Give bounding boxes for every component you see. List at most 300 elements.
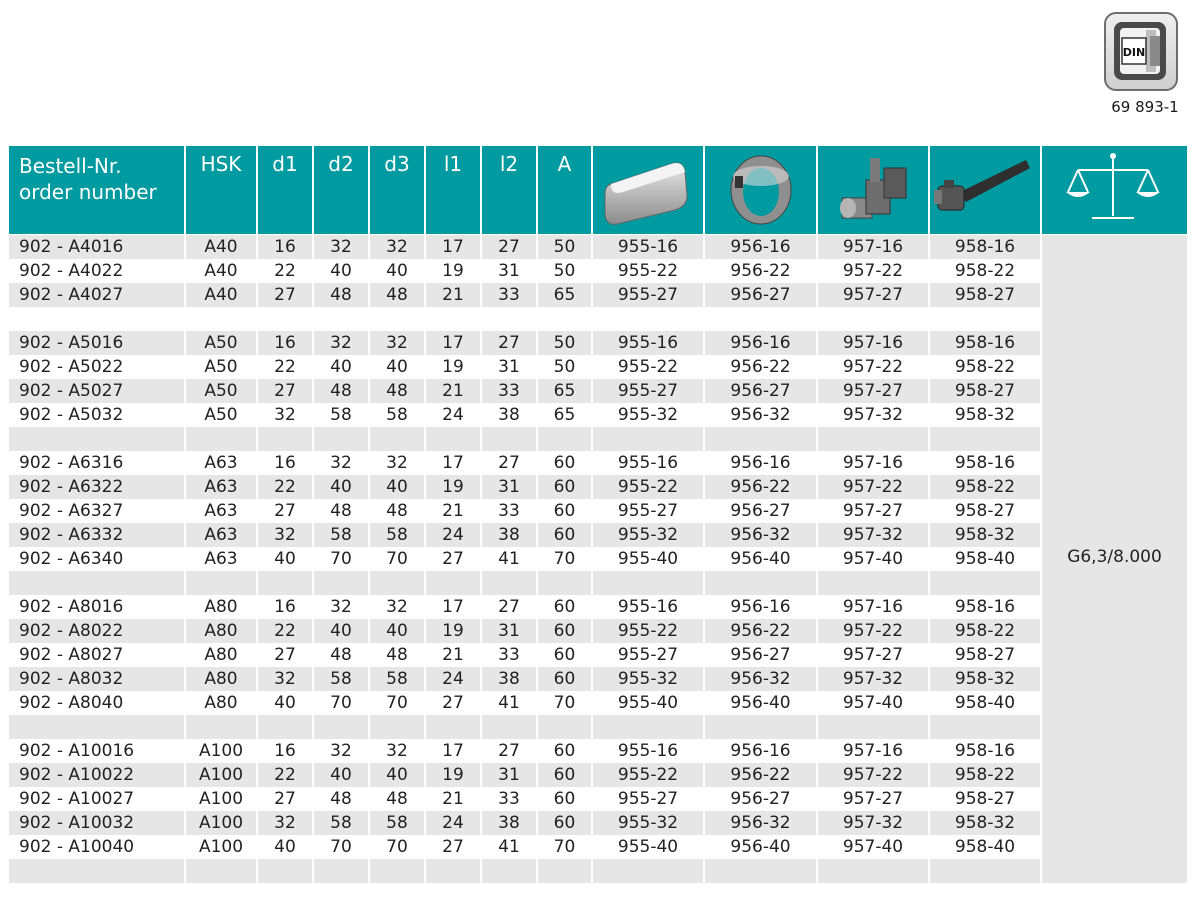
cell-order-number: 902 - A4027 — [9, 283, 184, 307]
header-d2: d2 — [314, 146, 368, 234]
cell-a: 60 — [538, 811, 591, 835]
spacer-cell — [370, 859, 424, 883]
cell-hsk: A80 — [186, 667, 256, 691]
spacer-cell — [370, 307, 424, 331]
spacer-cell — [705, 307, 816, 331]
cell-l1: 19 — [426, 763, 480, 787]
cell-d2: 70 — [330, 693, 352, 713]
cell-d2: 70 — [330, 549, 352, 569]
cell-d2: 58 — [314, 667, 368, 691]
cell-a: 50 — [538, 235, 591, 259]
cell-key-part: 955-27 — [617, 789, 679, 809]
cell-order-number: 902 - A6332 — [9, 523, 184, 547]
weight-value: G6,3/8.000 — [1067, 547, 1162, 567]
cell-hsk: A50 — [204, 357, 238, 377]
cell-hsk: A63 — [186, 523, 256, 547]
cell-key-part: 955-40 — [617, 549, 679, 569]
cell-d1: 32 — [258, 667, 312, 691]
cell-stud-part: 957-40 — [842, 837, 904, 857]
cell-wrench-part: 958-40 — [954, 693, 1016, 713]
cell-d2: 48 — [314, 379, 368, 403]
spacer-cell — [426, 859, 480, 883]
header-a: A — [538, 146, 591, 234]
cell-l2: 27 — [482, 331, 536, 355]
cell-ring-part: 956-27 — [730, 789, 791, 809]
cell-wrench-part: 958-27 — [954, 789, 1016, 809]
cell-key-part: 955-22 — [593, 475, 703, 499]
clamping-ring-icon — [705, 146, 817, 234]
spacer-cell — [258, 571, 312, 595]
cell-l1: 24 — [426, 667, 480, 691]
cell-d1: 16 — [274, 453, 296, 473]
cell-l1: 24 — [426, 811, 480, 835]
cell-key-part: 955-22 — [617, 357, 679, 377]
cell-hsk: A80 — [204, 597, 238, 617]
header-d1: d1 — [258, 146, 312, 234]
spacer-cell — [186, 859, 256, 883]
spacer-cell — [482, 307, 536, 331]
cell-d3: 70 — [386, 837, 408, 857]
cell-wrench-part: 958-27 — [930, 379, 1040, 403]
cell-order-number: 902 - A8016 — [19, 597, 124, 617]
cell-stud-part: 957-32 — [818, 523, 928, 547]
cell-a: 50 — [538, 331, 591, 355]
cell-d1: 32 — [274, 405, 296, 425]
cell-wrench-part: 958-32 — [930, 667, 1040, 691]
spacer-cell — [593, 427, 703, 451]
cell-d1: 22 — [274, 261, 296, 281]
cell-d3: 40 — [386, 261, 408, 281]
spacer-cell — [9, 307, 184, 331]
cell-d2: 32 — [314, 235, 368, 259]
cell-ring-part: 956-40 — [730, 693, 791, 713]
cell-wrench-part: 958-27 — [954, 645, 1016, 665]
spacer-cell — [482, 571, 536, 595]
spacer-cell — [705, 427, 816, 451]
cell-order-number: 902 - A8027 — [19, 645, 124, 665]
cell-d1: 22 — [258, 763, 312, 787]
cell-l1: 19 — [442, 357, 464, 377]
cell-d3: 48 — [386, 645, 408, 665]
cell-d3: 48 — [386, 789, 408, 809]
cell-stud-part: 957-22 — [842, 357, 904, 377]
cell-d2: 32 — [330, 597, 352, 617]
din-logo-text: DIN — [1122, 46, 1146, 59]
cell-d1: 32 — [258, 523, 312, 547]
cell-key-part: 955-16 — [593, 331, 703, 355]
cell-d3: 48 — [370, 283, 424, 307]
cell-d1: 40 — [274, 549, 296, 569]
scale-icon — [1042, 146, 1185, 234]
spacer-cell — [314, 307, 368, 331]
cell-key-part: 955-40 — [617, 693, 679, 713]
cell-l2: 38 — [482, 667, 536, 691]
cell-l2: 33 — [482, 379, 536, 403]
cell-a: 60 — [553, 597, 576, 617]
cell-d2: 40 — [314, 475, 368, 499]
cell-wrench-part: 958-27 — [930, 283, 1040, 307]
spacer-cell — [186, 427, 256, 451]
cell-hsk: A100 — [186, 811, 256, 835]
cell-hsk: A100 — [198, 789, 244, 809]
cell-key-part: 955-22 — [593, 619, 703, 643]
cell-d3: 32 — [386, 597, 408, 617]
cell-stud-part: 957-22 — [818, 763, 928, 787]
cell-a: 60 — [538, 523, 591, 547]
cell-l2: 31 — [482, 763, 536, 787]
cell-key-part: 955-32 — [593, 667, 703, 691]
cell-hsk: A50 — [186, 331, 256, 355]
cell-hsk: A40 — [186, 235, 256, 259]
header-d3: d3 — [370, 146, 424, 234]
product-table — [9, 146, 1187, 883]
weight-column — [1042, 235, 1187, 883]
cell-ring-part: 956-32 — [730, 405, 791, 425]
cell-a: 60 — [538, 763, 591, 787]
cell-d1: 16 — [258, 331, 312, 355]
cell-l2: 31 — [482, 475, 536, 499]
cell-d3: 32 — [386, 453, 408, 473]
cell-wrench-part: 958-22 — [930, 619, 1040, 643]
cell-d3: 32 — [370, 235, 424, 259]
cell-l2: 41 — [498, 837, 520, 857]
cell-l2: 27 — [498, 597, 520, 617]
cell-key-part: 955-22 — [617, 261, 679, 281]
cell-d3: 58 — [386, 405, 408, 425]
cell-a: 60 — [553, 741, 576, 761]
spacer-cell — [370, 571, 424, 595]
cell-hsk: A50 — [186, 379, 256, 403]
spacer-cell — [930, 715, 1040, 739]
cell-stud-part: 957-16 — [842, 741, 904, 761]
header-order-number-de: Bestell-Nr. — [19, 154, 122, 178]
cell-a: 60 — [538, 475, 591, 499]
cell-key-part: 955-32 — [593, 811, 703, 835]
cell-d3: 40 — [370, 475, 424, 499]
cell-d1: 22 — [258, 619, 312, 643]
cell-ring-part: 956-32 — [705, 523, 816, 547]
cell-d2: 48 — [314, 283, 368, 307]
spacer-cell — [538, 571, 591, 595]
spacer-cell — [9, 715, 184, 739]
cell-l1: 21 — [442, 501, 464, 521]
cell-l1: 21 — [442, 645, 464, 665]
din-logo-icon — [1106, 14, 1176, 89]
cell-d2: 48 — [330, 789, 352, 809]
cell-d1: 40 — [274, 837, 296, 857]
cell-a: 60 — [553, 453, 576, 473]
cell-key-part: 955-27 — [617, 645, 679, 665]
cell-ring-part: 956-16 — [730, 597, 791, 617]
cell-d3: 48 — [386, 501, 408, 521]
cell-d1: 40 — [274, 693, 296, 713]
cell-ring-part: 956-22 — [705, 619, 816, 643]
spacer-cell — [314, 715, 368, 739]
cell-l2: 33 — [498, 501, 520, 521]
cell-order-number: 902 - A8022 — [9, 619, 184, 643]
cell-ring-part: 956-27 — [730, 645, 791, 665]
spacer-cell — [186, 571, 256, 595]
cell-d2: 32 — [314, 331, 368, 355]
cell-l2: 33 — [498, 645, 520, 665]
cell-l1: 17 — [442, 741, 464, 761]
spacer-cell — [314, 427, 368, 451]
cell-l1: 27 — [442, 837, 464, 857]
cell-l2: 33 — [482, 283, 536, 307]
cell-wrench-part: 958-32 — [930, 523, 1040, 547]
spacer-cell — [258, 427, 312, 451]
cell-hsk: A63 — [204, 501, 238, 521]
cell-l1: 17 — [426, 331, 480, 355]
cell-stud-part: 957-27 — [842, 501, 904, 521]
cell-wrench-part: 958-16 — [930, 331, 1040, 355]
spacer-cell — [314, 571, 368, 595]
cell-key-part: 955-16 — [617, 453, 679, 473]
cell-order-number: 902 - A6322 — [9, 475, 184, 499]
spacer-cell — [482, 715, 536, 739]
header-l2: l2 — [482, 146, 536, 234]
cell-ring-part: 956-16 — [705, 331, 816, 355]
cell-a: 50 — [553, 357, 576, 377]
cell-d3: 40 — [370, 763, 424, 787]
cell-order-number: 902 - A5016 — [9, 331, 184, 355]
cell-key-part: 955-40 — [617, 837, 679, 857]
cell-hsk: A100 — [198, 837, 244, 857]
header-stud-image — [818, 146, 928, 234]
cell-d1: 27 — [274, 645, 296, 665]
cell-l1: 19 — [442, 261, 464, 281]
cell-ring-part: 956-40 — [730, 549, 791, 569]
cell-a: 70 — [553, 549, 576, 569]
cell-d2: 40 — [314, 763, 368, 787]
spacer-cell — [593, 571, 703, 595]
cell-a: 65 — [538, 283, 591, 307]
cell-hsk: A40 — [204, 261, 238, 281]
cell-key-part: 955-27 — [593, 379, 703, 403]
cell-ring-part: 956-22 — [705, 763, 816, 787]
header-wrench-image — [930, 146, 1040, 234]
spacer-cell — [593, 715, 703, 739]
cell-d2: 40 — [330, 357, 352, 377]
cell-l2: 38 — [498, 405, 520, 425]
cell-d3: 58 — [370, 811, 424, 835]
spacer-cell — [705, 715, 816, 739]
cell-order-number: 902 - A4022 — [19, 261, 124, 281]
cell-d1: 22 — [274, 357, 296, 377]
spacer-cell — [314, 859, 368, 883]
cell-d3: 32 — [386, 741, 408, 761]
cell-d1: 16 — [274, 741, 296, 761]
cell-l2: 31 — [498, 357, 520, 377]
cell-order-number: 902 - A10022 — [9, 763, 184, 787]
cell-ring-part: 956-16 — [705, 235, 816, 259]
cell-d3: 58 — [370, 667, 424, 691]
cell-hsk: A80 — [204, 645, 238, 665]
cell-d1: 27 — [274, 789, 296, 809]
cell-d3: 40 — [370, 619, 424, 643]
spacer-cell — [818, 427, 928, 451]
cell-stud-part: 957-22 — [842, 261, 904, 281]
cell-l1: 21 — [442, 789, 464, 809]
cell-stud-part: 957-22 — [818, 619, 928, 643]
cell-d3: 32 — [370, 331, 424, 355]
cell-d1: 16 — [258, 235, 312, 259]
spacer-cell — [258, 859, 312, 883]
spacer-cell — [930, 427, 1040, 451]
cell-stud-part: 957-16 — [842, 597, 904, 617]
cell-a: 60 — [553, 645, 576, 665]
cell-order-number: 902 - A6340 — [19, 549, 124, 569]
cell-a: 60 — [553, 501, 576, 521]
cell-order-number: 902 - A8040 — [19, 693, 124, 713]
cell-d1: 16 — [274, 597, 296, 617]
cell-l1: 21 — [426, 379, 480, 403]
cell-l2: 33 — [498, 789, 520, 809]
cell-d2: 32 — [330, 453, 352, 473]
cell-key-part: 955-16 — [617, 597, 679, 617]
cell-a: 70 — [553, 693, 576, 713]
spacer-cell — [538, 859, 591, 883]
spacer-cell — [705, 859, 816, 883]
cell-l2: 38 — [482, 523, 536, 547]
spacer-cell — [370, 715, 424, 739]
cell-l1: 27 — [442, 549, 464, 569]
spacer-cell — [930, 859, 1040, 883]
cell-wrench-part: 958-27 — [954, 501, 1016, 521]
cell-d2: 58 — [314, 811, 368, 835]
cell-ring-part: 956-40 — [730, 837, 791, 857]
cell-a: 60 — [553, 789, 576, 809]
spacer-cell — [426, 571, 480, 595]
cell-a: 65 — [538, 379, 591, 403]
spacer-cell — [482, 427, 536, 451]
spacer-cell — [258, 307, 312, 331]
cell-ring-part: 956-22 — [730, 357, 791, 377]
header-order-number — [9, 146, 184, 234]
cell-order-number: 902 - A5032 — [19, 405, 124, 425]
cell-d3: 70 — [386, 549, 408, 569]
cell-l1: 27 — [442, 693, 464, 713]
cell-d2: 40 — [314, 619, 368, 643]
cell-order-number: 902 - A8032 — [9, 667, 184, 691]
cell-ring-part: 956-22 — [705, 475, 816, 499]
spacer-cell — [705, 571, 816, 595]
cell-l1: 21 — [426, 283, 480, 307]
wrench-icon — [930, 146, 1042, 234]
cell-l1: 19 — [426, 619, 480, 643]
cell-stud-part: 957-27 — [842, 789, 904, 809]
cell-ring-part: 956-27 — [705, 283, 816, 307]
cell-order-number: 902 - A10032 — [9, 811, 184, 835]
spacer-cell — [482, 859, 536, 883]
cell-l2: 31 — [482, 619, 536, 643]
cell-stud-part: 957-27 — [818, 283, 928, 307]
din-badge — [1104, 12, 1178, 91]
cell-d2: 32 — [330, 741, 352, 761]
spacer-cell — [426, 307, 480, 331]
cell-d3: 48 — [370, 379, 424, 403]
spacer-cell — [9, 571, 184, 595]
cell-stud-part: 957-32 — [818, 667, 928, 691]
cell-stud-part: 957-16 — [818, 235, 928, 259]
cell-order-number: 902 - A5022 — [19, 357, 124, 377]
cell-wrench-part: 958-22 — [954, 261, 1016, 281]
cell-wrench-part: 958-16 — [954, 741, 1016, 761]
spacer-cell — [593, 307, 703, 331]
cell-wrench-part: 958-22 — [954, 357, 1016, 377]
spacer-cell — [426, 715, 480, 739]
cell-l2: 41 — [498, 693, 520, 713]
spacer-cell — [593, 859, 703, 883]
cell-wrench-part: 958-16 — [930, 235, 1040, 259]
cell-stud-part: 957-32 — [818, 811, 928, 835]
cell-stud-part: 957-16 — [818, 331, 928, 355]
spacer-cell — [186, 307, 256, 331]
cell-wrench-part: 958-32 — [954, 405, 1016, 425]
cell-order-number: 902 - A6316 — [19, 453, 124, 473]
cell-d1: 27 — [274, 501, 296, 521]
cell-d2: 40 — [330, 261, 352, 281]
cell-hsk: A50 — [204, 405, 238, 425]
cell-d1: 27 — [258, 283, 312, 307]
spacer-cell — [538, 427, 591, 451]
cell-l2: 27 — [498, 741, 520, 761]
pull-stud-icon — [818, 146, 930, 234]
cell-stud-part: 957-27 — [842, 645, 904, 665]
cell-ring-part: 956-32 — [705, 667, 816, 691]
header-l1: l1 — [426, 146, 480, 234]
cell-key-part: 955-27 — [617, 501, 679, 521]
cell-wrench-part: 958-22 — [930, 763, 1040, 787]
cell-ring-part: 956-32 — [705, 811, 816, 835]
cell-stud-part: 957-40 — [842, 549, 904, 569]
cell-hsk: A63 — [204, 453, 238, 473]
spacer-cell — [818, 715, 928, 739]
cell-hsk: A80 — [186, 619, 256, 643]
cell-l1: 17 — [442, 597, 464, 617]
cell-hsk: A100 — [198, 741, 244, 761]
cell-d2: 48 — [330, 501, 352, 521]
cell-l2: 27 — [482, 235, 536, 259]
cell-a: 60 — [538, 667, 591, 691]
cell-key-part: 955-32 — [617, 405, 679, 425]
spacer-cell — [818, 571, 928, 595]
cell-stud-part: 957-32 — [842, 405, 904, 425]
cell-key-part: 955-16 — [617, 741, 679, 761]
spacer-cell — [930, 307, 1040, 331]
cell-ring-part: 956-27 — [705, 379, 816, 403]
cell-wrench-part: 958-32 — [930, 811, 1040, 835]
spacer-cell — [538, 307, 591, 331]
cell-ring-part: 956-16 — [730, 741, 791, 761]
cell-wrench-part: 958-40 — [954, 837, 1016, 857]
cell-stud-part: 957-40 — [842, 693, 904, 713]
cell-key-part: 955-32 — [593, 523, 703, 547]
cell-l1: 19 — [426, 475, 480, 499]
cell-d2: 48 — [330, 645, 352, 665]
cell-stud-part: 957-27 — [818, 379, 928, 403]
spacer-cell — [370, 427, 424, 451]
cell-wrench-part: 958-22 — [930, 475, 1040, 499]
spacer-cell — [818, 307, 928, 331]
cell-l1: 24 — [426, 523, 480, 547]
cell-d2: 70 — [330, 837, 352, 857]
cell-wrench-part: 958-40 — [954, 549, 1016, 569]
header-weight — [1042, 146, 1187, 234]
cell-d2: 58 — [314, 523, 368, 547]
cell-ring-part: 956-27 — [730, 501, 791, 521]
cell-stud-part: 957-16 — [842, 453, 904, 473]
